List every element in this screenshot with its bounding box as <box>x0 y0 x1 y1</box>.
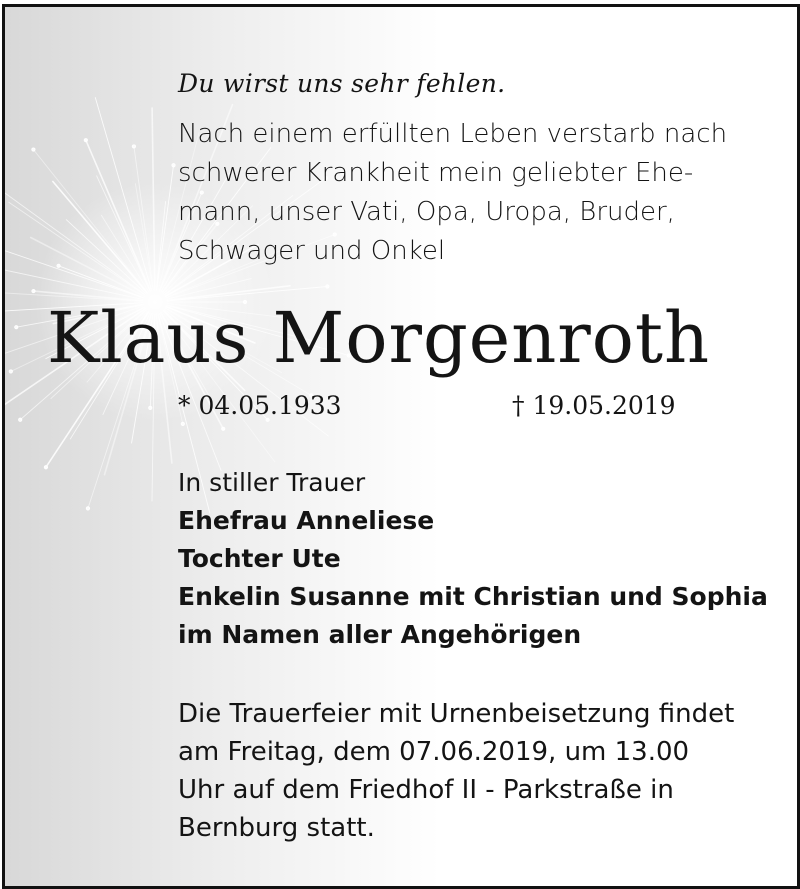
death-date: † 19.05.2019 <box>512 391 676 420</box>
seed-tip <box>44 466 47 469</box>
mourner-name: Enkelin Susanne mit Christian und Sophia <box>178 582 768 611</box>
seed-tip <box>32 289 35 292</box>
seed-tip <box>9 370 12 373</box>
intro-line: mann, unser Vati, Opa, Uropa, Bruder, <box>178 197 675 227</box>
funeral-line: Die Trauerfeier mit Urnenbeisetzung findet <box>178 699 735 729</box>
seed-tip <box>149 406 152 409</box>
intro-line: Schwager und Onkel <box>178 236 446 266</box>
mourner-name: im Namen aller Angehörigen <box>178 620 582 649</box>
mourner-name: Ehefrau Anneliese <box>178 506 435 535</box>
seed-tip <box>84 139 87 142</box>
funeral-info <box>178 695 734 847</box>
mourning-label: In stiller Trauer <box>178 468 366 497</box>
seed-tip <box>86 507 89 510</box>
funeral-line: Uhr auf dem Friedhof II - Parkstraße in <box>178 775 674 805</box>
motto: Du wirst uns sehr fehlen. <box>178 69 506 98</box>
birth-date: * 04.05.1933 <box>178 391 342 420</box>
seed-tip <box>57 264 60 267</box>
intro-line: Nach einem erfüllten Leben verstarb nach <box>178 119 728 149</box>
intro-line: schwerer Krankheit mein geliebter Ehe- <box>178 158 694 188</box>
funeral-line: Bernburg statt. <box>178 813 375 843</box>
seed-tip <box>15 326 18 329</box>
intro-text <box>178 115 727 271</box>
mourner-name: Tochter Ute <box>178 544 341 573</box>
seed-tip <box>222 427 225 430</box>
seed-tip <box>172 164 175 167</box>
mourners-block <box>178 464 768 654</box>
deceased-name: Klaus Morgenroth <box>47 297 711 379</box>
seed-tip <box>19 418 22 421</box>
obituary-notice <box>2 4 800 889</box>
seed-tip <box>132 145 135 148</box>
seed-tip <box>32 148 35 151</box>
seed-tip <box>326 285 329 288</box>
seed-tip <box>181 422 184 425</box>
funeral-line: am Freitag, dem 07.06.2019, um 13.00 <box>178 737 690 767</box>
